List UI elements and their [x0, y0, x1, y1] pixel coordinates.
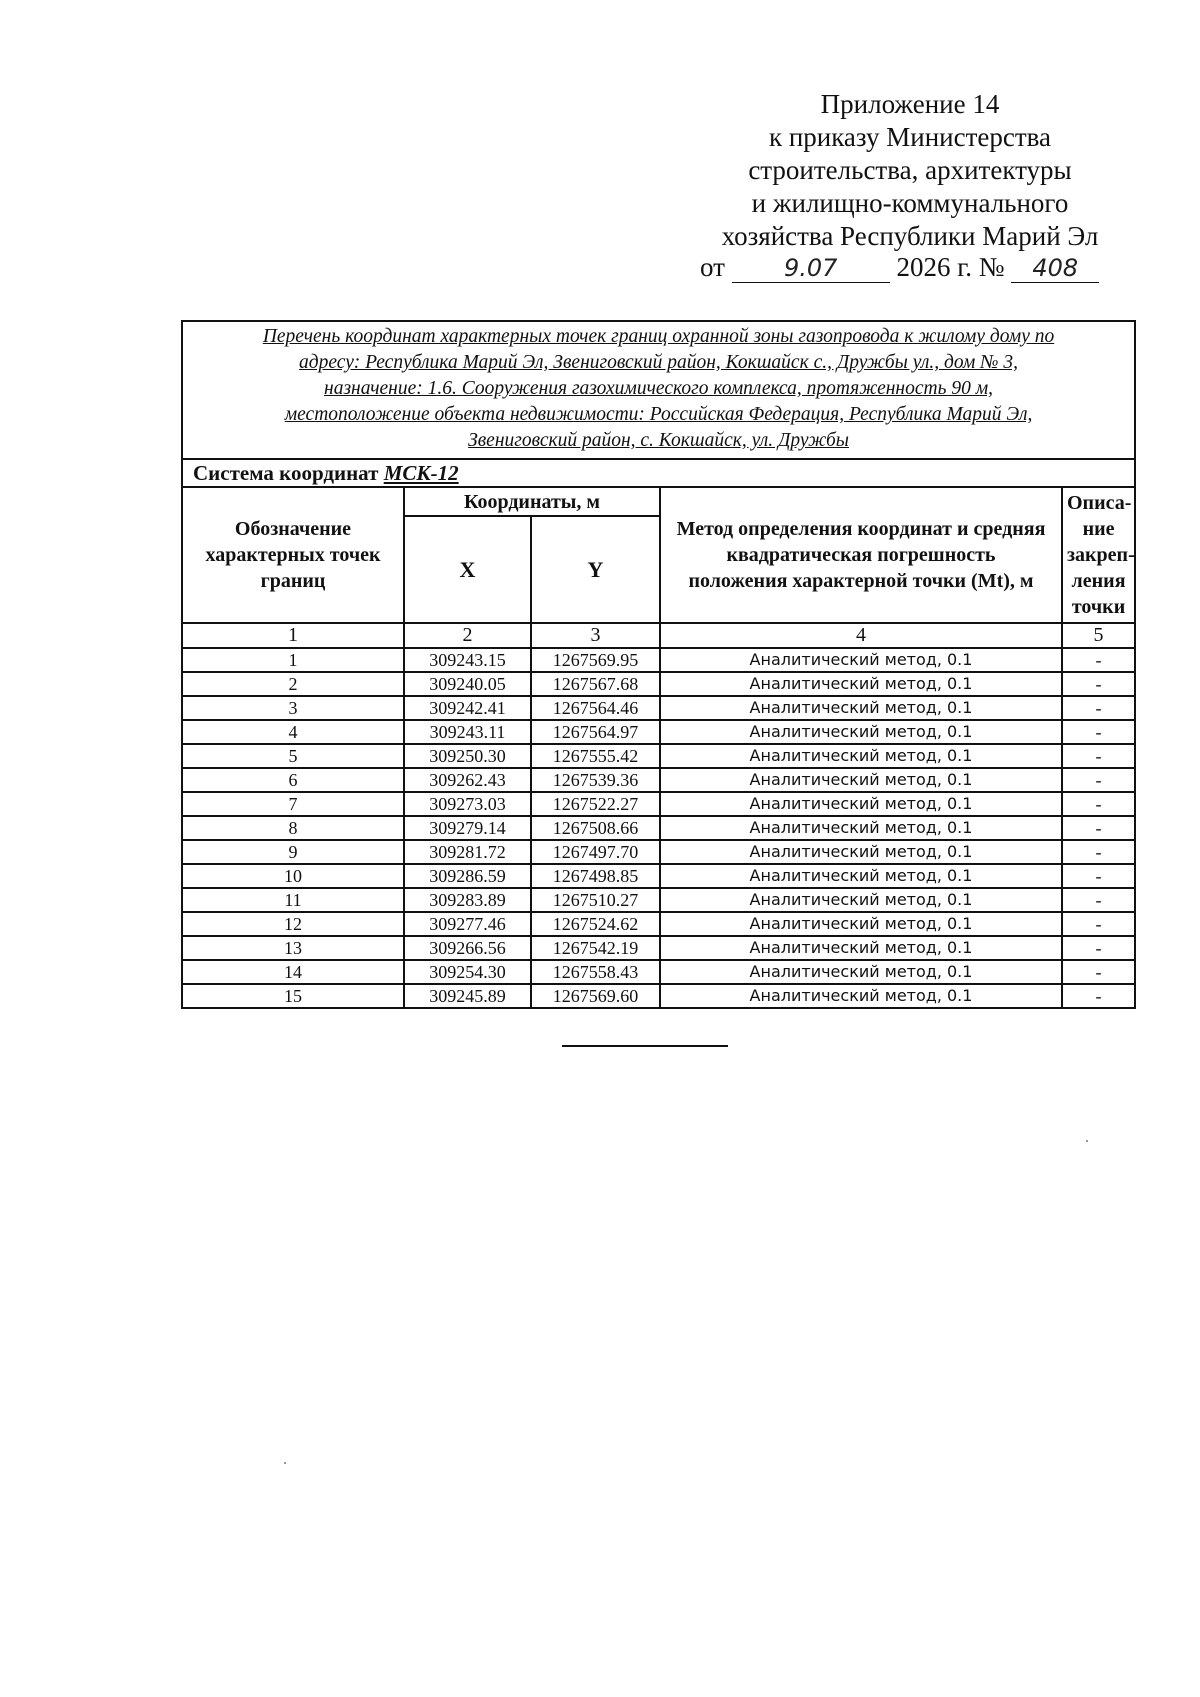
cell-point: 3	[182, 696, 404, 720]
cell-point: 8	[182, 816, 404, 840]
cell-description: -	[1062, 672, 1135, 696]
cell-point: 10	[182, 864, 404, 888]
cell-point: 5	[182, 744, 404, 768]
cell-x: 309279.14	[404, 816, 531, 840]
coordinate-system-value: МСК-12	[383, 460, 459, 485]
cell-description: -	[1062, 816, 1135, 840]
cell-description: -	[1062, 696, 1135, 720]
cell-method: Аналитический метод, 0.1	[660, 936, 1062, 960]
cell-y: 1267569.60	[531, 984, 660, 1008]
cell-y: 1267567.68	[531, 672, 660, 696]
cell-x: 309266.56	[404, 936, 531, 960]
appendix-title: Приложение 14	[820, 89, 1000, 119]
scan-speck	[1086, 1140, 1088, 1142]
cell-point: 13	[182, 936, 404, 960]
cell-y: 1267558.43	[531, 960, 660, 984]
cell-x: 309243.11	[404, 720, 531, 744]
cell-point: 11	[182, 888, 404, 912]
cell-y: 1267498.85	[531, 864, 660, 888]
table-row	[182, 864, 1135, 888]
cell-description: -	[1062, 768, 1135, 792]
scan-speck	[284, 1462, 286, 1464]
cell-y: 1267564.97	[531, 720, 660, 744]
header-description: Описа- ние закреп- ления точки	[1062, 487, 1135, 623]
coordinates-table	[181, 320, 1136, 1009]
cell-description: -	[1062, 960, 1135, 984]
column-number: 5	[1062, 623, 1135, 648]
table-row	[182, 936, 1135, 960]
cell-description: -	[1062, 792, 1135, 816]
cell-description: -	[1062, 888, 1135, 912]
cell-x: 309250.30	[404, 744, 531, 768]
column-number: 3	[531, 623, 660, 648]
cell-x: 309273.03	[404, 792, 531, 816]
cell-method: Аналитический метод, 0.1	[660, 840, 1062, 864]
appendix-ministry-line-1: строительства, архитектуры	[748, 155, 1072, 185]
cell-x: 309262.43	[404, 768, 531, 792]
cell-point: 4	[182, 720, 404, 744]
cell-method: Аналитический метод, 0.1	[660, 984, 1062, 1008]
cell-y: 1267508.66	[531, 816, 660, 840]
cell-x: 309240.05	[404, 672, 531, 696]
order-date-handwritten: 9.07	[732, 254, 890, 283]
cell-point: 14	[182, 960, 404, 984]
table-row	[182, 720, 1135, 744]
cell-x: 309286.59	[404, 864, 531, 888]
header-row-1	[182, 487, 1135, 516]
cell-description: -	[1062, 864, 1135, 888]
column-number: 4	[660, 623, 1062, 648]
cell-description: -	[1062, 984, 1135, 1008]
header-x: X	[404, 516, 531, 623]
table-row	[182, 984, 1135, 1008]
cell-method: Аналитический метод, 0.1	[660, 672, 1062, 696]
appendix-ministry-line-2: и жилищно-коммунального	[751, 188, 1069, 218]
table-row	[182, 768, 1135, 792]
table-row	[182, 648, 1135, 672]
order-date-line	[700, 252, 1099, 283]
cell-description: -	[1062, 744, 1135, 768]
table-row	[182, 744, 1135, 768]
cell-point: 2	[182, 672, 404, 696]
order-year: 2026 г. №	[896, 252, 1005, 282]
footer-rule	[562, 1045, 728, 1047]
cell-point: 7	[182, 792, 404, 816]
header-point: Обозначение характерных точек границ	[182, 487, 404, 623]
cell-y: 1267524.62	[531, 912, 660, 936]
cell-description: -	[1062, 840, 1135, 864]
column-number: 1	[182, 623, 404, 648]
cell-x: 309254.30	[404, 960, 531, 984]
header-coords: Координаты, м	[404, 487, 660, 516]
cell-point: 15	[182, 984, 404, 1008]
order-number-handwritten: 408	[1011, 254, 1099, 283]
cell-x: 309281.72	[404, 840, 531, 864]
appendix-ministry-line-3: хозяйства Республики Марий Эл	[721, 221, 1099, 251]
cell-y: 1267542.19	[531, 936, 660, 960]
cell-description: -	[1062, 720, 1135, 744]
cell-y: 1267510.27	[531, 888, 660, 912]
cell-point: 1	[182, 648, 404, 672]
table-row	[182, 840, 1135, 864]
cell-method: Аналитический метод, 0.1	[660, 912, 1062, 936]
cell-point: 12	[182, 912, 404, 936]
coordinate-system-label: Система координат	[193, 460, 379, 485]
cell-y: 1267564.46	[531, 696, 660, 720]
table-title-row	[182, 321, 1135, 459]
cell-method: Аналитический метод, 0.1	[660, 720, 1062, 744]
header-method: Метод определения координат и средняя квадратическая погрешность положения характерной точки (Mt), м	[660, 487, 1062, 623]
cell-method: Аналитический метод, 0.1	[660, 696, 1062, 720]
coordinate-system-row	[182, 459, 1135, 487]
cell-point: 9	[182, 840, 404, 864]
table-row	[182, 888, 1135, 912]
cell-x: 309245.89	[404, 984, 531, 1008]
column-number-row	[182, 623, 1135, 648]
cell-y: 1267555.42	[531, 744, 660, 768]
cell-x: 309243.15	[404, 648, 531, 672]
cell-method: Аналитический метод, 0.1	[660, 816, 1062, 840]
table-row	[182, 672, 1135, 696]
cell-method: Аналитический метод, 0.1	[660, 768, 1062, 792]
table-row	[182, 792, 1135, 816]
appendix-header	[690, 88, 1130, 253]
cell-description: -	[1062, 936, 1135, 960]
table-row	[182, 696, 1135, 720]
order-prefix: от	[700, 252, 725, 282]
cell-x: 309242.41	[404, 696, 531, 720]
table-row	[182, 912, 1135, 936]
cell-method: Аналитический метод, 0.1	[660, 792, 1062, 816]
cell-method: Аналитический метод, 0.1	[660, 744, 1062, 768]
table-title: Перечень координат характерных точек границ охранной зоны газопровода к жилому дому по адресу: Республика Марий Эл, Звениговский район, Кокшайск с., Дружбы ул., дом № 3, назначение: 1.6. Сооружения газохимического комплекса, протяженность 90 м, местоположение объекта недвижимости: Российская Федерация, Республика Марий Эл, Звениговский район, с. Кокшайск, ул. Дружбы	[182, 321, 1135, 459]
coordinate-system	[182, 459, 1135, 487]
table-row	[182, 816, 1135, 840]
cell-description: -	[1062, 912, 1135, 936]
table-row	[182, 960, 1135, 984]
cell-method: Аналитический метод, 0.1	[660, 960, 1062, 984]
appendix-order-ref: к приказу Министерства	[768, 122, 1052, 152]
cell-x: 309277.46	[404, 912, 531, 936]
cell-method: Аналитический метод, 0.1	[660, 648, 1062, 672]
cell-point: 6	[182, 768, 404, 792]
cell-y: 1267569.95	[531, 648, 660, 672]
cell-x: 309283.89	[404, 888, 531, 912]
cell-method: Аналитический метод, 0.1	[660, 888, 1062, 912]
cell-y: 1267522.27	[531, 792, 660, 816]
cell-method: Аналитический метод, 0.1	[660, 864, 1062, 888]
header-y: Y	[531, 516, 660, 623]
cell-y: 1267497.70	[531, 840, 660, 864]
cell-y: 1267539.36	[531, 768, 660, 792]
column-number: 2	[404, 623, 531, 648]
cell-description: -	[1062, 648, 1135, 672]
